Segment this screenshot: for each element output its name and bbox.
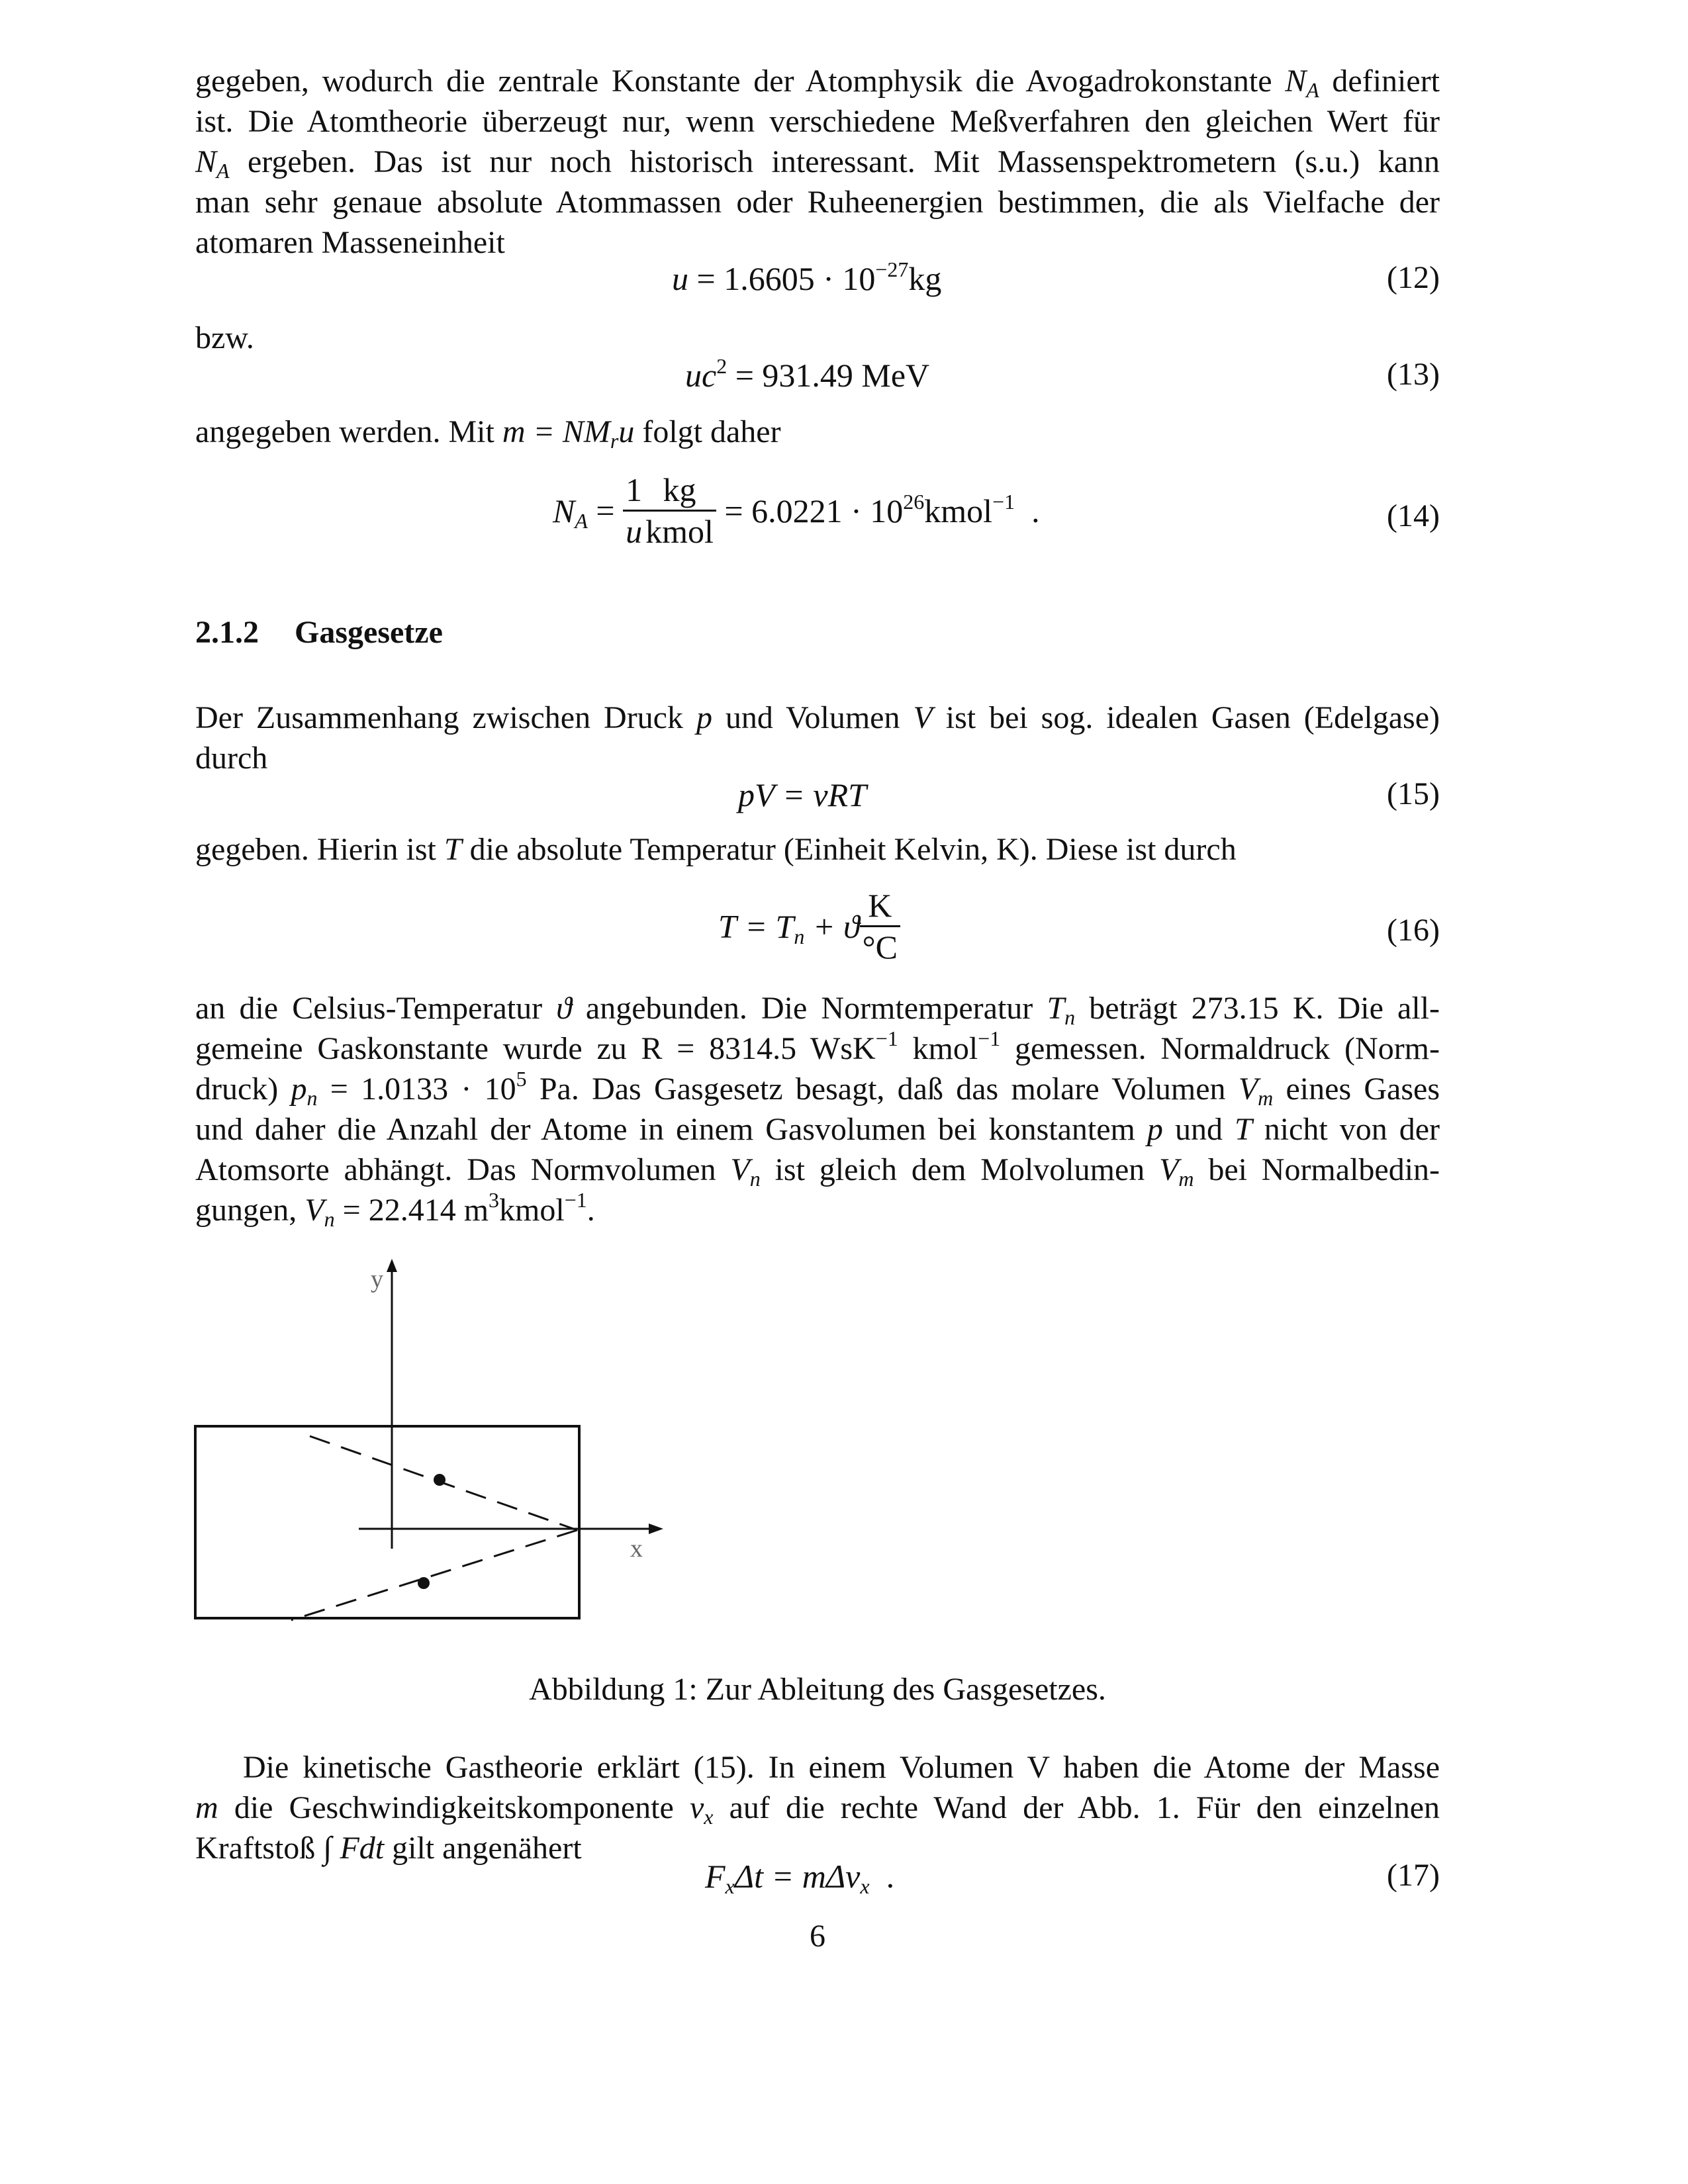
text-line: gegeben, wodurch die zentrale Konstante der Atomphysik die Avogadrokonstante $N_A$ definiert bbox=[195, 64, 1440, 102]
paragraph-gas-law-intro: Der Zusammenhang zwischen Druck p und Volumen V ist bei sog. idealen Gasen (Edelgase) durch bbox=[195, 700, 1440, 776]
text-line: atomaren Masseneinheit bbox=[195, 225, 505, 260]
paragraph-temperature: gegeben. Hierin ist T die absolute Temperatur (Einheit Kelvin, K). Diese ist durch bbox=[195, 832, 1237, 867]
atom-particle bbox=[418, 1577, 430, 1589]
text-angegeben: angegeben werden. Mit $m = NM_ru$ folgt daher bbox=[195, 414, 781, 453]
x-axis-label: x bbox=[630, 1535, 643, 1563]
equation-number: (14) bbox=[1387, 498, 1440, 533]
x-axis-arrowhead bbox=[649, 1524, 663, 1534]
reflected-trajectory bbox=[291, 1530, 577, 1620]
paragraph-gas-constants: an die Celsius-Temperatur ϑ angebunden. Die Normtemperatur $T_n$ beträgt 273.15 K. Die all- gemeine Gaskonstante wurde zu R = 8314.5 WsK$^{-1}$ kmol$^{-1}$ gemessen. Normaldruck (Norm- druck) $p_n = 1.0133 \cdot 10^5$ Pa. Das Gasgesetz besagt, daß das molare Volumen $V_m$ eines Gases und daher die Anzahl der Atome in einem Gasvolumen bei konstantem p und T nicht von der Atomsorte abhängt. Das Normvolumen $V_n$ ist gleich dem Molvolumen $V_m$ bei Normalbedin- gungen, $V_n = 22.414$ $m^3kmol^{-1}$. bbox=[195, 991, 1440, 1231]
equation-number: (17) bbox=[1387, 1858, 1440, 1893]
equation-number: (15) bbox=[1387, 776, 1440, 811]
equation-15: pV = νRT (15) bbox=[738, 776, 1440, 813]
equation-number: (13) bbox=[1387, 357, 1440, 392]
text-bzw: bzw. bbox=[195, 320, 254, 355]
figure-caption: Abbildung 1: Zur Ableitung des Gasgesetzes. bbox=[529, 1672, 1106, 1707]
atom-particle bbox=[434, 1474, 445, 1486]
equation-14: $N_A$ = $\frac{1}{u}$ $\frac{kg}{\text{kmol}}$ = $6.0221 \cdot 10^{26}kmol^{-1}$ . (14) bbox=[553, 471, 1440, 550]
page-number: 6 bbox=[810, 1919, 825, 1954]
paragraph-avogadro bbox=[195, 61, 1440, 263]
equation-12: $u = 1.6605 \cdot 10^{-27}kg$ (12) bbox=[672, 257, 1440, 297]
figure-gas-law bbox=[185, 1244, 688, 1641]
equation-16: $T = T_n + ϑ$ $\frac{K}{^\circ C}$ (16) bbox=[718, 887, 1440, 966]
text-line: man sehr genaue absolute Atommassen oder Ruheenergien bestimmen, die als Vielfache der bbox=[195, 185, 1440, 220]
y-axis-label: y bbox=[371, 1265, 383, 1293]
section-heading: 2.1.2 Gasgesetze bbox=[195, 615, 443, 650]
text-line: $N_A$ ergeben. Das ist nur noch historisch interessant. Mit Massenspektrometern (s.u.) kann bbox=[195, 144, 1440, 183]
paragraph-kinetic-theory: Die kinetische Gastheorie erklärt (15). In einem Volumen V haben die Atome der Masse m die Geschwindigkeitskomponente $v_x$ auf die rechte Wand der Abb. 1. Für den einzelnen Kraftstoß ∫ Fdt gilt angenähert bbox=[195, 1750, 1440, 1866]
text-line: ist. Die Atomtheorie überzeugt nur, wenn verschiedene Meßverfahren den gleichen Wert für bbox=[195, 104, 1440, 139]
equation-number: (12) bbox=[1387, 260, 1440, 295]
equation-17: $F_x\Delta t = m\Delta v_x$ . (17) bbox=[705, 1858, 1440, 1898]
equation-13: $uc^2 = 931.49$ MeV (13) bbox=[685, 354, 1440, 394]
equation-number: (16) bbox=[1387, 913, 1440, 948]
y-axis-arrowhead bbox=[387, 1259, 397, 1272]
